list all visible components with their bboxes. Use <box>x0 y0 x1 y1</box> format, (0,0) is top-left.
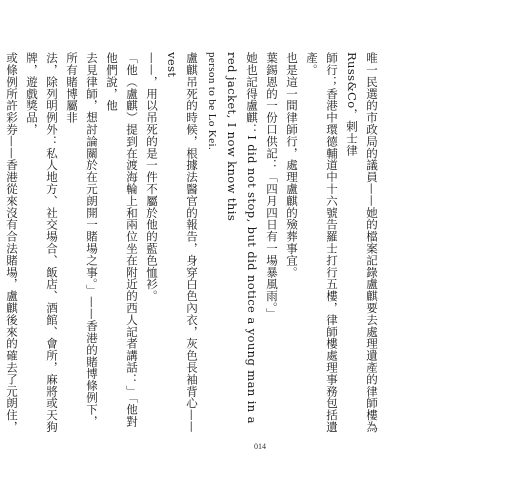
text-column: 法，除列明例外：私人地方、社交場合、飯店、酒館、會所，麻將或天狗牌，遊戲獎品， <box>25 52 59 433</box>
text-column: 去見律師，想討論關於在元朗開一賭場之事。」——香港的賭博條例下，所有賭博屬非 <box>65 52 99 428</box>
text-column: 葉錫恩的一份口供記：「四月四日有一場暴風雨。」 <box>265 52 279 320</box>
text-column: person to be Lo Kei. <box>206 52 218 151</box>
text-column: 或條例所許彩券——香港從來沒有合法賭場，盧麒後來的確去了元朗住， <box>5 52 19 433</box>
text-column: 她也記得盧麒：I did not stop, but did notice a young man in a red jacket, I now know this <box>225 52 259 424</box>
text-column: 盧麒吊死的時候，根據法醫官的報告，身穿白色內衣，灰色長袖背心——vest <box>165 52 199 433</box>
text-column: 「他（盧麒）提到在渡海輪上和兩位坐在附近的西人記者講話：」「他對他們說，他 <box>105 52 139 428</box>
text-column: 唯一民選的市政局的議員——她的檔案記錄盧麒要去處理遺產的律師樓為Russ&Co，剌士律 <box>345 52 379 433</box>
vertical-text-block <box>0 52 382 437</box>
page-number: 014 <box>254 442 266 451</box>
text-column: 也是這一間律師行，處理盧麒的殮葬事宜。 <box>285 52 299 279</box>
text-column: ——，用以吊死的是一件不屬於他的藍色恤衫。 <box>145 52 159 302</box>
text-column: 師行；香港中環德輔道中十六號告羅士打行五樓，律師樓處理事務包括遺產。 <box>305 52 339 433</box>
